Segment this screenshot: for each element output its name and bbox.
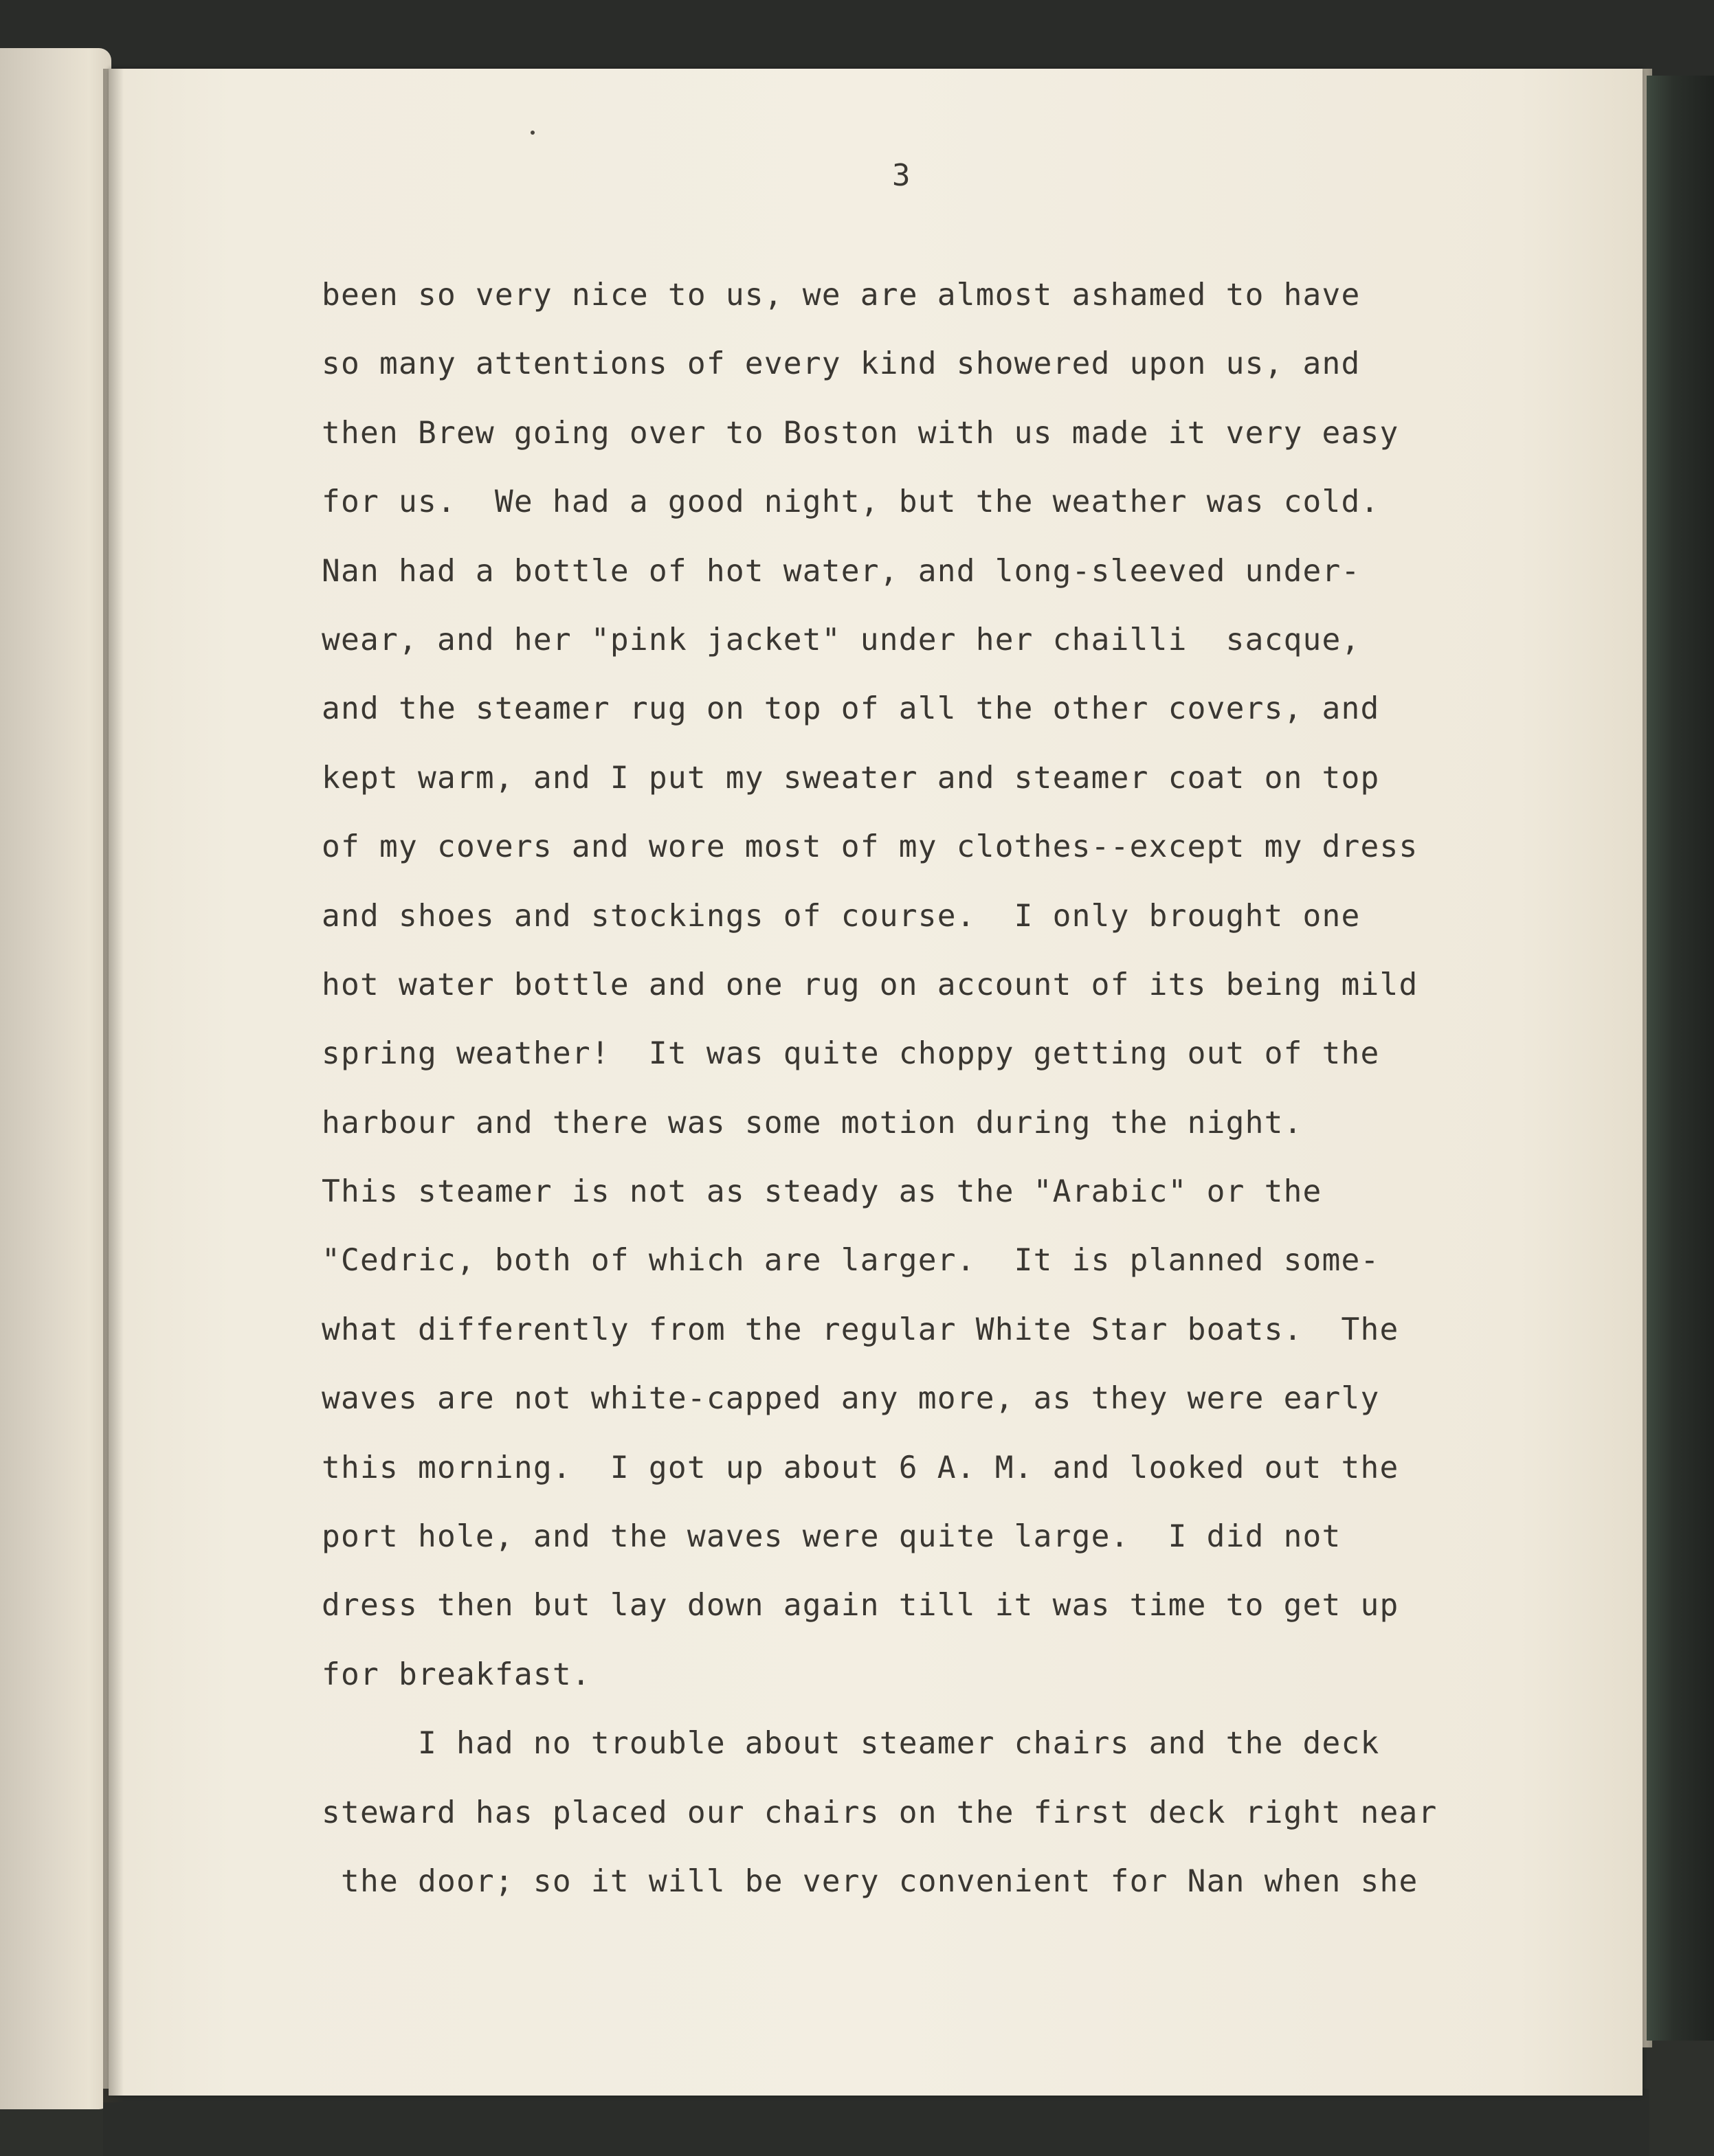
text-line: I had no trouble about steamer chairs and the deck bbox=[322, 1726, 1380, 1762]
text-line: hot water bottle and one rug on account of its being mild bbox=[322, 967, 1418, 1002]
text-line: waves are not white-capped any more, as they were early bbox=[322, 1381, 1380, 1417]
text-line: steward has placed our chairs on the first deck right near bbox=[322, 1795, 1438, 1830]
text-line: and the steamer rug on top of all the other covers, and bbox=[322, 691, 1380, 727]
text-line: wear, and her "pink jacket" under her chailli sacque, bbox=[322, 622, 1361, 658]
text-line: This steamer is not as steady as the "Arabic" or the bbox=[322, 1174, 1322, 1210]
text-line: harbour and there was some motion during the night. bbox=[322, 1105, 1303, 1141]
text-line: so many attentions of every kind showered upon us, and bbox=[322, 346, 1361, 382]
text-line: dress then but lay down again till it was time to get up bbox=[322, 1588, 1399, 1624]
typed-text-body bbox=[322, 261, 1600, 1916]
text-line: spring weather! It was quite choppy getting out of the bbox=[322, 1036, 1380, 1072]
text-line: kept warm, and I put my sweater and steamer coat on top bbox=[322, 760, 1380, 796]
text-line: what differently from the regular White Star boats. The bbox=[322, 1312, 1399, 1347]
text-line: for us. We had a good night, but the weather was cold. bbox=[322, 484, 1380, 520]
text-line: of my covers and wore most of my clothes--except my dress bbox=[322, 829, 1418, 865]
gutter-shadow bbox=[103, 69, 124, 2102]
left-page-edge bbox=[0, 48, 111, 2109]
text-line: for breakfast. bbox=[322, 1657, 591, 1692]
page-number: 3 bbox=[892, 158, 911, 193]
text-line: the door; so it will be very convenient for Nan when she bbox=[322, 1863, 1418, 1899]
text-line: "Cedric, both of which are larger. It is planned some- bbox=[322, 1243, 1380, 1279]
text-line: then Brew going over to Boston with us made it very easy bbox=[322, 415, 1399, 451]
text-line: this morning. I got up about 6 A. M. and looked out the bbox=[322, 1450, 1399, 1485]
book-binding-edge bbox=[1647, 76, 1714, 2041]
text-line: and shoes and stockings of course. I only brought one bbox=[322, 898, 1361, 934]
text-line: port hole, and the waves were quite large. I did not bbox=[322, 1519, 1342, 1555]
book-cover-bottom bbox=[103, 2089, 1649, 2156]
text-line: Nan had a bottle of hot water, and long-sleeved under- bbox=[322, 553, 1361, 589]
ink-dot bbox=[531, 131, 535, 135]
text-line: been so very nice to us, we are almost ashamed to have bbox=[322, 278, 1361, 313]
